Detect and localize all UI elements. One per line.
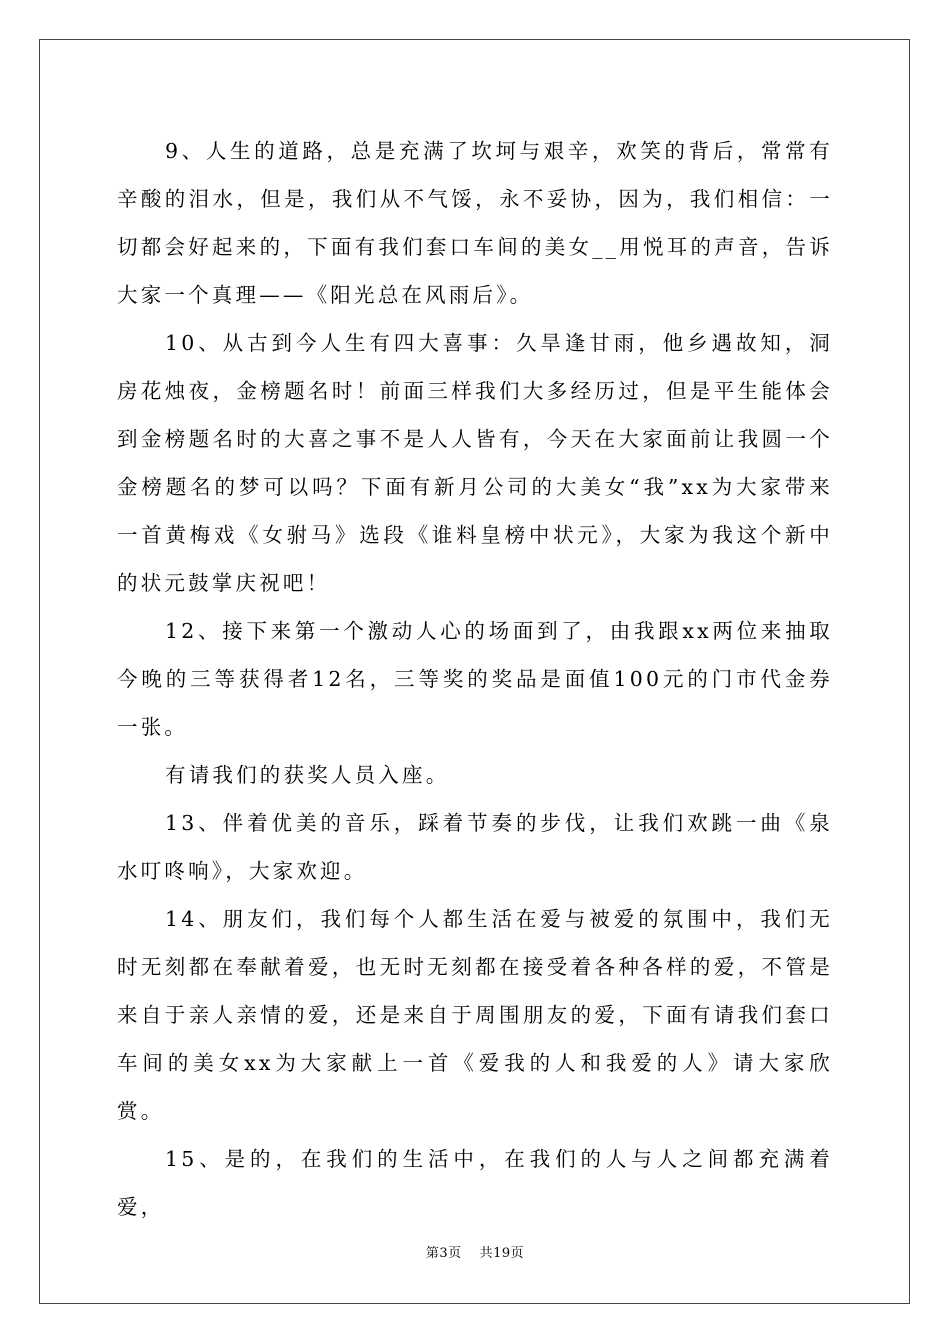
paragraph-10: 10、从古到今人生有四大喜事：久旱逢甘雨，他乡遇故知，洞房花烛夜，金榜题名时！前面三样我们大多经历过，但是平生能体会到金榜题名时的大喜之事不是人人皆有，今天在大家面前让我圆一个金榜题名的梦可以吗？下面有新月公司的大美女“我”xx为大家带来一首黄梅戏《女驸马》选段《谁料皇榜中状元》，大家为我这个新中的状元鼓掌庆祝吧！: [117, 331, 833, 595]
page-footer: [0, 1246, 950, 1262]
page-number: 第3页: [425, 1246, 462, 1261]
paragraph-9: 9、人生的道路，总是充满了坎坷与艰辛，欢笑的背后，常常有辛酸的泪水，但是，我们从不气馁，永不妥协，因为，我们相信：一切都会好起来的，下面有我们套口车间的美女__用悦耳的声音，告诉大家一个真理——《阳光总在风雨后》。: [117, 139, 833, 307]
paragraph-15: 15、是的，在我们的生活中，在我们的人与人之间都充满着爱，: [117, 1147, 833, 1219]
page-total: 共19页: [479, 1246, 525, 1261]
paragraph-award-seating: 有请我们的获奖人员入座。: [165, 763, 450, 787]
paragraph-12: 12、接下来第一个激动人心的场面到了，由我跟xx两位来抽取今晚的三等获得者12名，三等奖的奖品是面值100元的门市代金券一张。: [117, 619, 833, 739]
paragraph-13: 13、伴着优美的音乐，踩着节奏的步伐，让我们欢跳一曲《泉水叮咚响》，大家欢迎。: [117, 811, 833, 883]
document-body: [117, 127, 833, 1231]
paragraph-14: 14、朋友们，我们每个人都生活在爱与被爱的氛围中，我们无时无刻都在奉献着爱，也无时无刻都在接受着各种各样的爱，不管是来自于亲人亲情的爱，还是来自于周围朋友的爱，下面有请我们套口车间的美女xx为大家献上一首《爱我的人和我爱的人》请大家欣赏。: [117, 907, 833, 1123]
